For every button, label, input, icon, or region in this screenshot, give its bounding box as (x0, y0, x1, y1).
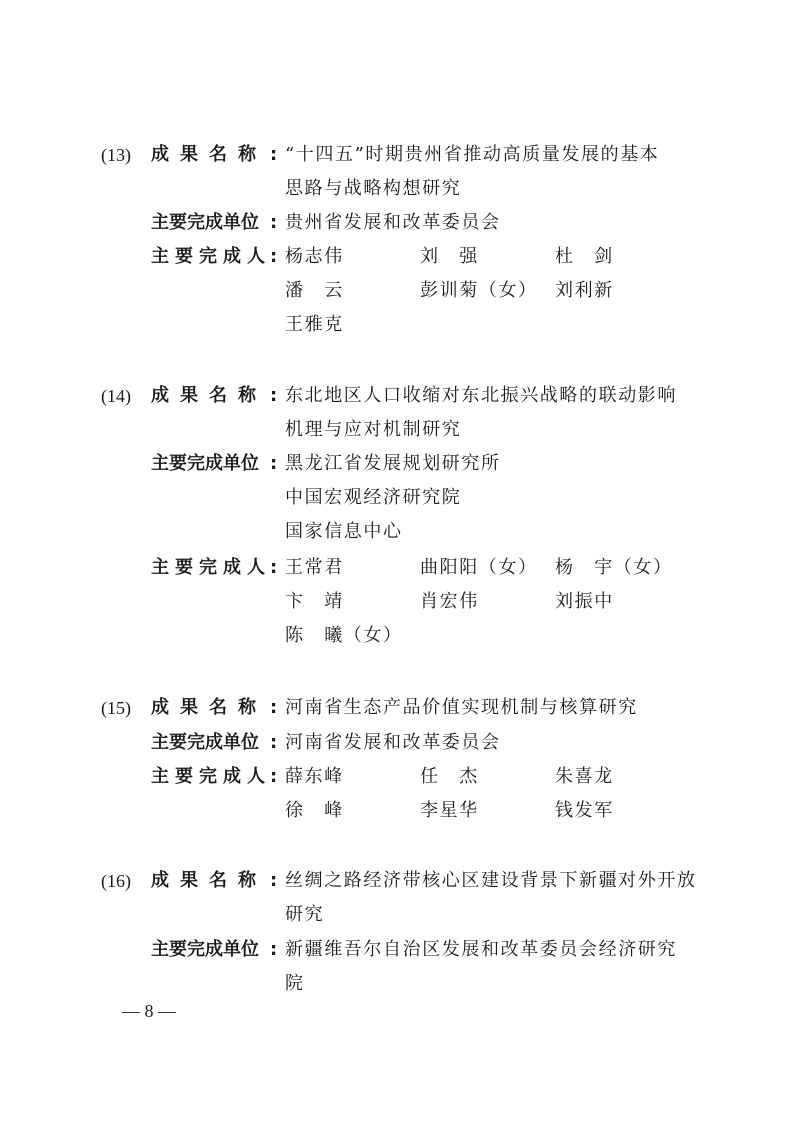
person-name: 杨 宇（女） (555, 557, 673, 578)
unit-label: 主要完成单位 (151, 212, 259, 233)
colon: : (270, 870, 278, 891)
achievement-title-line: 机理与应对机制研究 (285, 419, 462, 440)
achievement-title-line: 思路与战略构想研究 (285, 178, 462, 199)
achievement-title-line: 丝绸之路经济带核心区建设背景下新疆对外开放 (285, 870, 697, 891)
person-label: 主要完成人 (151, 557, 271, 578)
person-name: 卞 靖 (285, 591, 344, 612)
unit-name: 新疆维吾尔自治区发展和改革委员会经济研究 (285, 939, 677, 960)
title-label: 成果名称 (151, 385, 267, 406)
achievement-title-line: “十四五”时期贵州省推动高质量发展的基本 (285, 144, 660, 165)
person-name: 王雅克 (285, 314, 344, 335)
unit-name: 院 (285, 973, 305, 994)
colon: : (270, 453, 278, 474)
page-number: — 8 — (122, 1001, 176, 1021)
achievement-title-line: 研究 (285, 904, 325, 925)
person-name: 钱发军 (555, 800, 614, 821)
person-name: 王常君 (285, 557, 344, 578)
person-name: 刘利新 (555, 280, 614, 301)
entry-number: (16) (101, 871, 131, 891)
unit-label: 主要完成单位 (151, 453, 259, 474)
person-name: 刘 强 (420, 246, 479, 267)
unit-name: 贵州省发展和改革委员会 (285, 212, 501, 233)
achievement-title-line: 河南省生态产品价值实现机制与核算研究 (285, 697, 638, 718)
entry-number: (15) (101, 698, 131, 718)
person-name: 朱喜龙 (555, 766, 614, 787)
title-label: 成果名称 (151, 870, 267, 891)
colon: : (270, 557, 278, 578)
colon: : (270, 939, 278, 960)
person-name: 薛东峰 (285, 766, 344, 787)
colon: : (270, 212, 278, 233)
unit-label: 主要完成单位 (151, 732, 259, 753)
unit-name: 国家信息中心 (285, 521, 403, 542)
colon: : (270, 385, 278, 406)
person-name: 肖宏伟 (420, 591, 479, 612)
colon: : (270, 144, 278, 165)
unit-label: 主要完成单位 (151, 939, 259, 960)
entry-number: (14) (101, 386, 131, 406)
achievement-title-line: 东北地区人口收缩对东北振兴战略的联动影响 (285, 385, 677, 406)
person-name: 徐 峰 (285, 800, 344, 821)
colon: : (270, 732, 278, 753)
unit-name: 河南省发展和改革委员会 (285, 732, 501, 753)
colon: : (270, 246, 278, 267)
person-name: 杜 剑 (555, 246, 614, 267)
person-name: 彭训菊（女） (420, 280, 538, 301)
person-name: 曲阳阳（女） (420, 557, 538, 578)
person-label: 主要完成人 (151, 246, 271, 267)
unit-name: 中国宏观经济研究院 (285, 487, 462, 508)
person-name: 李星华 (420, 800, 479, 821)
colon: : (270, 766, 278, 787)
colon: : (270, 697, 278, 718)
person-name: 潘 云 (285, 280, 344, 301)
person-name: 刘振中 (555, 591, 614, 612)
person-label: 主要完成人 (151, 766, 271, 787)
person-name: 任 杰 (420, 766, 479, 787)
title-label: 成果名称 (151, 144, 267, 165)
title-label: 成果名称 (151, 697, 267, 718)
unit-name: 黑龙江省发展规划研究所 (285, 453, 501, 474)
person-name: 陈 曦（女） (285, 625, 403, 646)
entry-number: (13) (101, 145, 131, 165)
person-name: 杨志伟 (285, 246, 344, 267)
